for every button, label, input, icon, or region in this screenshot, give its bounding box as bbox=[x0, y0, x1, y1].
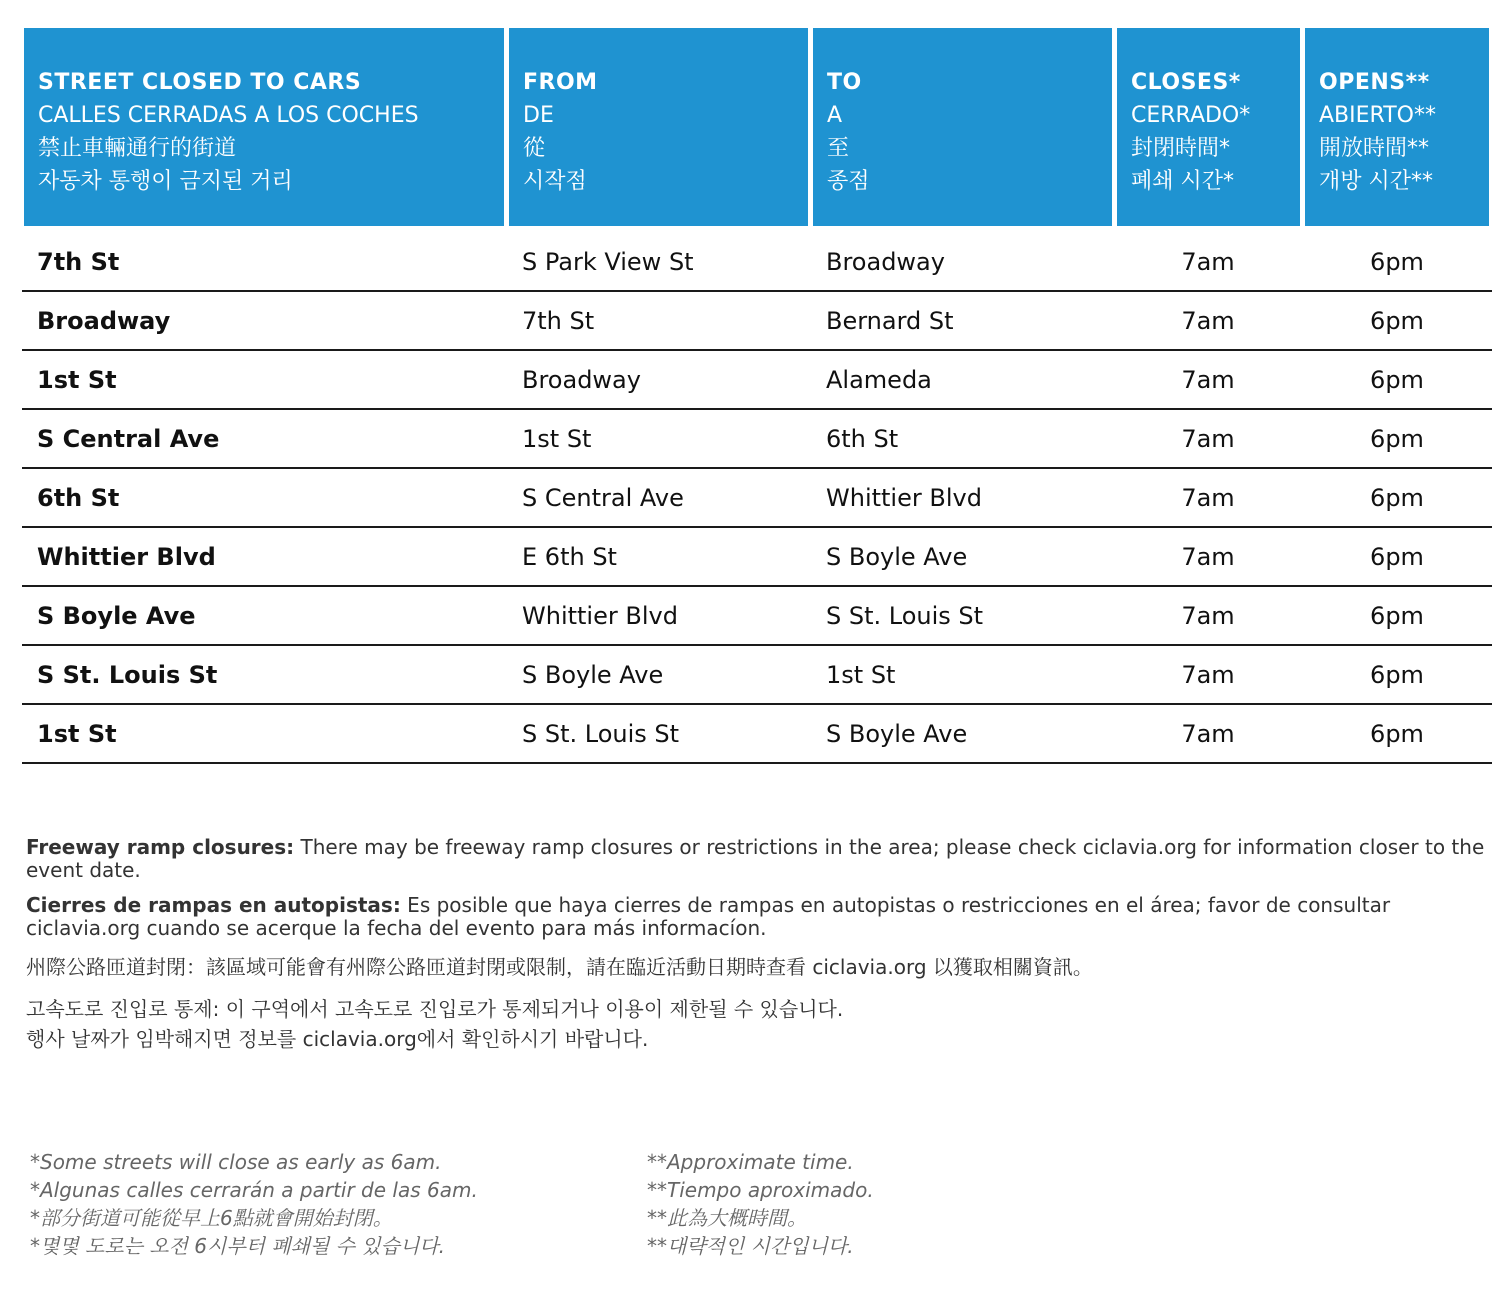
cell-street: Broadway bbox=[37, 306, 171, 335]
cell-street: S St. Louis St bbox=[37, 660, 218, 689]
cell-to: Bernard St bbox=[826, 306, 954, 335]
header-street-es: CALLES CERRADAS A LOS COCHES bbox=[38, 103, 419, 128]
note-korean-line1: 고속도로 진입로 통제: 이 구역에서 고속도로 진입로가 통제되거나 이용이 제한될 수 있습니다. bbox=[26, 997, 844, 1021]
header-to bbox=[813, 28, 1112, 226]
header-from-ko: 시작점 bbox=[523, 169, 587, 194]
cell-opens: 6pm bbox=[1370, 306, 1424, 335]
cell-from: Whittier Blvd bbox=[522, 601, 678, 630]
cell-to: 1st St bbox=[826, 660, 896, 689]
footnote-line: **此為大概時間。 bbox=[647, 1206, 807, 1230]
table-row bbox=[22, 705, 1492, 764]
footnote-line: *Algunas calles cerrarán a partir de las 6am. bbox=[30, 1178, 478, 1202]
header-street bbox=[24, 28, 504, 226]
cell-opens: 6pm bbox=[1370, 483, 1424, 512]
table-row bbox=[22, 469, 1492, 528]
cell-to: Alameda bbox=[826, 365, 932, 394]
cell-street: 1st St bbox=[37, 719, 117, 748]
header-opens-zh: 開放時間** bbox=[1319, 136, 1430, 161]
header-opens bbox=[1305, 28, 1489, 226]
cell-from: S Park View St bbox=[522, 247, 694, 276]
cell-closes: 7am bbox=[1181, 601, 1235, 630]
table-header bbox=[24, 28, 1489, 226]
cell-street: Whittier Blvd bbox=[37, 542, 216, 571]
cell-closes: 7am bbox=[1181, 719, 1235, 748]
note-spanish bbox=[26, 894, 1486, 940]
footnotes-closing bbox=[30, 1148, 630, 1260]
cell-from: S St. Louis St bbox=[522, 719, 680, 748]
cell-closes: 7am bbox=[1181, 483, 1235, 512]
header-closes-en: CLOSES* bbox=[1131, 70, 1241, 95]
cell-to: Broadway bbox=[826, 247, 945, 276]
footnote-line: *部分街道可能從早上6點就會開始封閉。 bbox=[30, 1206, 393, 1230]
header-closes-es: CERRADO* bbox=[1131, 103, 1251, 128]
header-from-es: DE bbox=[523, 103, 554, 128]
header-to-zh: 至 bbox=[827, 136, 850, 161]
header-to-en: TO bbox=[827, 70, 862, 95]
cell-street: S Boyle Ave bbox=[37, 601, 196, 630]
note-korean-line2: 행사 날짜가 임박해지면 정보를 ciclavia.org에서 확인하시기 바랍니다. bbox=[26, 1027, 649, 1051]
table-row bbox=[22, 351, 1492, 410]
header-street-ko: 자동차 통행이 금지된 거리 bbox=[38, 169, 293, 194]
cell-to: S Boyle Ave bbox=[826, 542, 968, 571]
cell-opens: 6pm bbox=[1370, 542, 1424, 571]
header-opens-ko: 개방 시간** bbox=[1319, 169, 1434, 194]
cell-closes: 7am bbox=[1181, 247, 1235, 276]
footnotes-approximate bbox=[647, 1148, 1247, 1260]
header-to-ko: 종점 bbox=[827, 169, 870, 194]
cell-opens: 6pm bbox=[1370, 660, 1424, 689]
cell-to: Whittier Blvd bbox=[826, 483, 982, 512]
cell-from: E 6th St bbox=[522, 542, 617, 571]
cell-street: 1st St bbox=[37, 365, 117, 394]
header-from-en: FROM bbox=[523, 70, 598, 95]
note-korean bbox=[26, 994, 1486, 1054]
table-row bbox=[22, 587, 1492, 646]
header-closes-ko: 폐쇄 시간* bbox=[1131, 169, 1235, 194]
table-row bbox=[22, 528, 1492, 587]
table-row bbox=[22, 410, 1492, 469]
header-street-en: STREET CLOSED TO CARS bbox=[38, 70, 362, 95]
cell-closes: 7am bbox=[1181, 365, 1235, 394]
header-closes bbox=[1117, 28, 1300, 226]
header-from bbox=[509, 28, 808, 226]
cell-from: S Boyle Ave bbox=[522, 660, 664, 689]
cell-opens: 6pm bbox=[1370, 424, 1424, 453]
cell-to: S St. Louis St bbox=[826, 601, 984, 630]
footnote-line: **Tiempo aproximado. bbox=[647, 1178, 874, 1202]
cell-opens: 6pm bbox=[1370, 719, 1424, 748]
cell-to: 6th St bbox=[826, 424, 899, 453]
cell-street: 7th St bbox=[37, 247, 120, 276]
note-chinese: 州際公路匝道封閉：該區域可能會有州際公路匝道封閉或限制，請在臨近活動日期時查看 ciclavia.org 以獲取相關資訊。 bbox=[26, 955, 1093, 979]
header-opens-es: ABIERTO** bbox=[1319, 103, 1436, 128]
footnote-line: **Approximate time. bbox=[647, 1150, 854, 1174]
header-closes-zh: 封閉時間* bbox=[1131, 136, 1231, 161]
note-english bbox=[26, 836, 1486, 882]
cell-from: 7th St bbox=[522, 306, 595, 335]
footnote-line: *몇몇 도로는 오전 6시부터 폐쇄될 수 있습니다. bbox=[30, 1234, 445, 1258]
cell-from: 1st St bbox=[522, 424, 592, 453]
cell-opens: 6pm bbox=[1370, 601, 1424, 630]
cell-to: S Boyle Ave bbox=[826, 719, 968, 748]
cell-street: 6th St bbox=[37, 483, 120, 512]
table-row bbox=[22, 233, 1492, 292]
cell-opens: 6pm bbox=[1370, 247, 1424, 276]
freeway-notes bbox=[26, 836, 1486, 1066]
cell-closes: 7am bbox=[1181, 306, 1235, 335]
header-from-zh: 從 bbox=[523, 136, 546, 161]
closures-table bbox=[22, 233, 1492, 764]
cell-closes: 7am bbox=[1181, 660, 1235, 689]
cell-closes: 7am bbox=[1181, 424, 1235, 453]
cell-from: Broadway bbox=[522, 365, 641, 394]
note-english-text: There may be freeway ramp closures or restrictions in the area; please check ciclavia.org for information closer to the event date. bbox=[26, 835, 1485, 882]
table-row bbox=[22, 646, 1492, 705]
footnote-line: **대략적인 시간입니다. bbox=[647, 1234, 854, 1258]
header-street-zh: 禁止車輛通行的街道 bbox=[38, 136, 237, 161]
cell-closes: 7am bbox=[1181, 542, 1235, 571]
header-opens-en: OPENS** bbox=[1319, 70, 1430, 95]
table-row bbox=[22, 292, 1492, 351]
cell-from: S Central Ave bbox=[522, 483, 684, 512]
header-to-es: A bbox=[827, 103, 843, 128]
note-spanish-text: Es posible que haya cierres de rampas en autopistas o restricciones en el área; favor de consultar ciclavia.org cuando se acerque la fecha del evento para más informacíon. bbox=[26, 893, 1391, 940]
note-english-label: Freeway ramp closures: bbox=[26, 835, 295, 859]
note-spanish-label: Cierres de rampas en autopistas: bbox=[26, 893, 401, 917]
cell-street: S Central Ave bbox=[37, 424, 220, 453]
cell-opens: 6pm bbox=[1370, 365, 1424, 394]
footnote-line: *Some streets will close as early as 6am. bbox=[30, 1150, 442, 1174]
